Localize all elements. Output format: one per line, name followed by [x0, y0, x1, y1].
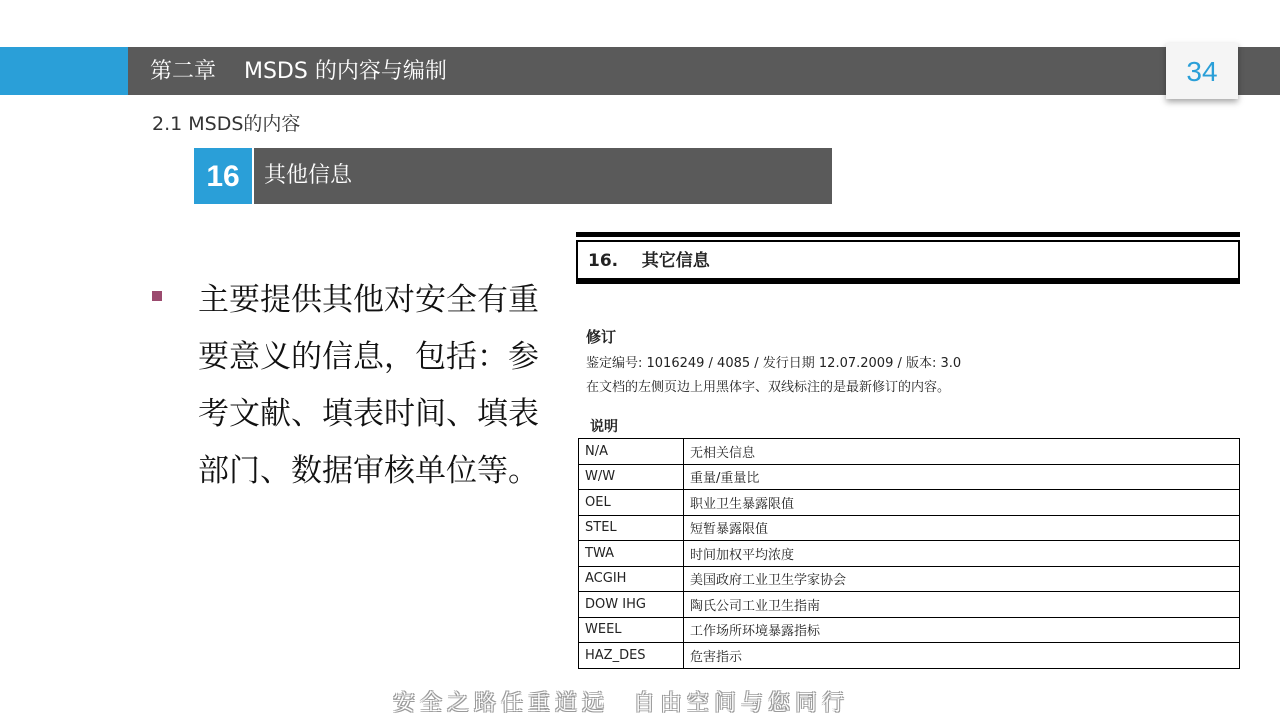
meaning-cell: 重量/重量比 — [684, 464, 1240, 490]
msds-document-excerpt — [574, 230, 1242, 670]
abbr-cell: STEL — [579, 515, 684, 541]
meaning-cell: 短暂暴露限值 — [684, 515, 1240, 541]
table-row — [579, 643, 1240, 669]
meaning-cell: 时间加权平均浓度 — [684, 541, 1240, 567]
banner-divider — [252, 148, 254, 204]
table-row — [579, 541, 1240, 567]
revision-note-line: 在文档的左侧页边上用黑体字、双线标注的是最新修订的内容。 — [586, 380, 951, 395]
meaning-cell: 美国政府工业卫生学家协会 — [684, 566, 1240, 592]
table-row — [579, 566, 1240, 592]
meaning-cell: 危害指示 — [684, 643, 1240, 669]
bullet-text: 主要提供其他对安全有重要意义的信息，包括：参考文献、填表时间、填表部门、数据审核单位等。 — [198, 282, 539, 489]
bullet-square-icon — [152, 291, 162, 301]
section-subtitle: 2.1 MSDS的内容 — [152, 113, 301, 135]
header-accent-block — [0, 47, 128, 95]
abbr-cell: N/A — [579, 439, 684, 465]
meaning-cell: 陶氏公司工业卫生指南 — [684, 592, 1240, 618]
chapter-header-bar — [0, 47, 1280, 95]
abbr-cell: OEL — [579, 490, 684, 516]
section-banner — [194, 148, 832, 204]
doc-heading: 16. 其它信息 — [588, 251, 710, 271]
abbr-cell: ACGIH — [579, 566, 684, 592]
legend-title: 说明 — [590, 419, 618, 435]
doc-heading-box — [576, 240, 1240, 280]
meaning-cell: 工作场所环境暴露指标 — [684, 617, 1240, 643]
revision-title: 修订 — [586, 328, 617, 346]
table-row — [579, 515, 1240, 541]
abbr-cell: DOW IHG — [579, 592, 684, 618]
section-number: 16 — [194, 148, 252, 204]
table-row — [579, 464, 1240, 490]
table-row — [579, 592, 1240, 618]
meaning-cell: 职业卫生暴露限值 — [684, 490, 1240, 516]
abbr-cell: TWA — [579, 541, 684, 567]
table-row — [579, 490, 1240, 516]
section-title: 其他信息 — [264, 163, 353, 188]
abbreviation-table — [578, 438, 1240, 669]
abbr-cell: WEEL — [579, 617, 684, 643]
abbr-cell: HAZ_DES — [579, 643, 684, 669]
footer-slogan: 安全之路任重道远 自由空间与您同行 — [393, 691, 849, 716]
abbr-cell: W/W — [579, 464, 684, 490]
table-row — [579, 617, 1240, 643]
page-number: 34 — [1166, 43, 1238, 99]
meaning-cell: 无相关信息 — [684, 439, 1240, 465]
chapter-title: 第二章 MSDS 的内容与编制 — [150, 59, 447, 84]
table-row — [579, 439, 1240, 465]
revision-id-line: 鉴定编号: 1016249 / 4085 / 发行日期 12.07.2009 / 版本: 3.0 — [586, 356, 962, 371]
